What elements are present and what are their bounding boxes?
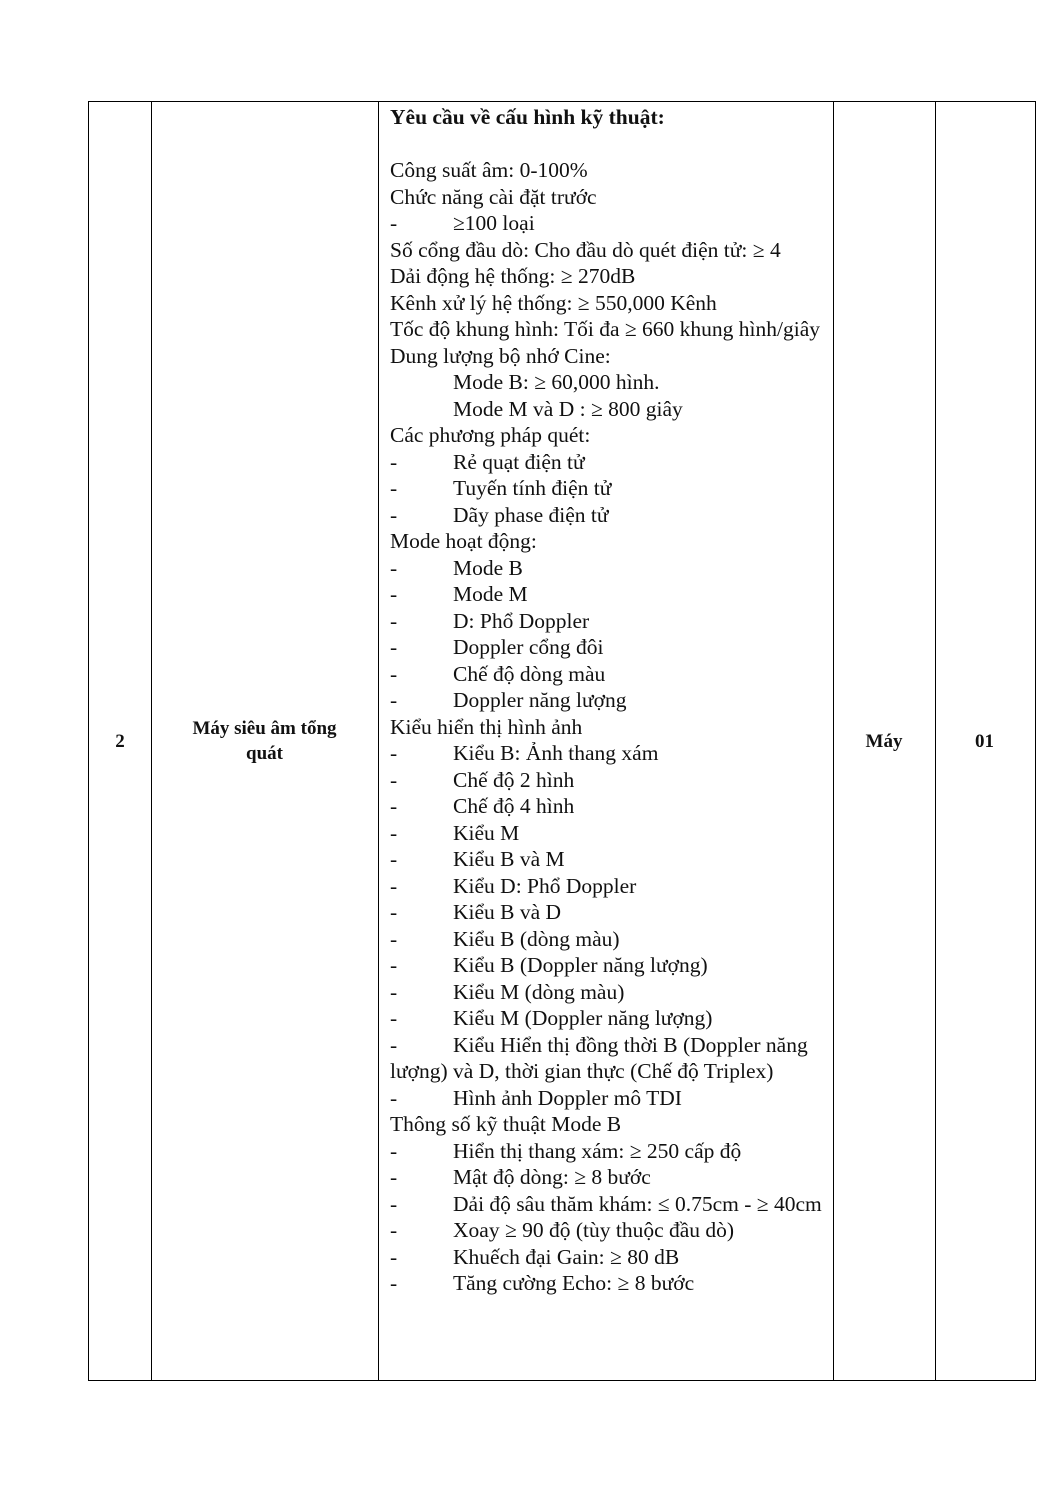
spec-line: Thông số kỹ thuật Mode B [390,1112,622,1136]
spec-subline: Mode B: ≥ 60,000 hình. [453,370,660,394]
column-divider [378,102,379,1380]
spec-line: Dải động hệ thống: ≥ 270dB [390,264,636,288]
spec-bullet: - Tăng cường Echo: ≥ 8 bước [390,1271,695,1295]
spec-bullet: - Kiểu M [390,820,520,845]
row-number: 2 [115,730,125,752]
spec-bullet: - Doppler năng lượng [390,688,627,712]
spec-bullet: - Kiểu B: Ảnh thang xám [390,741,659,765]
spec-line: Kiểu hiển thị hình ảnh [390,714,583,739]
spec-bullet: - Doppler cổng đôi [390,635,604,659]
spec-bullet: - Hình ảnh Doppler mô TDI [390,1085,682,1110]
spec-bullet: - Kiểu M (Doppler năng lượng) [390,1006,713,1030]
spec-bullet: - Kiểu B (Doppler năng lượng) [390,953,708,977]
spec-bullet: - Kiểu B và D [390,900,562,924]
spec-line: Kênh xử lý hệ thống: ≥ 550,000 Kênh [390,290,717,315]
spec-bullet: - Kiểu B và M [390,847,565,871]
spec-heading: Yêu cầu về cấu hình kỹ thuật: [390,105,665,129]
spec-subline: Mode M và D : ≥ 800 giây [453,396,683,421]
spec-bullet: - Hiển thị thang xám: ≥ 250 cấp độ [390,1138,742,1163]
spec-line: Chức năng cài đặt trước [390,184,597,209]
spec-bullet: - Kiểu D: Phổ Doppler [390,873,637,898]
spec-bullet: - Chế độ dòng màu [390,661,606,686]
spec-bullet: - ≥100 loại [390,211,535,235]
spec-bullet: - Kiểu B (dòng màu) [390,926,620,951]
equipment-table [88,101,1036,1381]
unit-cell [833,102,935,1380]
spec-bullet: - Chế độ 4 hình [390,794,575,818]
spec-bullet: - D: Phổ Doppler [390,608,590,633]
spec-bullet: - Dãy phase điện tử [390,502,609,527]
spec-bullet-wrapped: - Dải độ sâu thăm khám: ≤ 0.75cm - ≥ 40cm [390,1191,822,1216]
unit-value: Máy [865,730,903,752]
equipment-name: Máy siêu âm tổng quát [192,718,337,764]
equipment-name-cell [151,102,378,1380]
spec-bullet: - Mật độ dòng: ≥ 8 bước [390,1165,651,1189]
spec-line: Công suất âm: 0-100% [390,158,588,182]
spec-bullet: - Rẻ quạt điện tử [390,449,585,474]
spec-bullet: - Mode M [390,582,528,606]
spec-bullet: - Khuếch đại Gain: ≥ 80 dB [390,1244,680,1269]
spec-bullet: - Xoay ≥ 90 độ (tùy thuộc đầu dò) [390,1218,735,1242]
spec-line: Số cổng đầu dò: Cho đầu dò quét điện tử: ≥ 4 [390,237,781,262]
spec-bullet: - Kiểu M (dòng màu) [390,979,625,1004]
quantity-cell [935,102,1034,1380]
spec-cell [389,102,833,1297]
spec-bullet: - Chế độ 2 hình [390,767,575,792]
spec-bullet: - Tuyến tính điện tử [390,476,612,500]
spec-bullet: - Mode B [390,555,523,580]
spec-line: Dung lượng bộ nhớ Cine: [390,343,611,368]
dash: - [390,211,398,235]
spec-bullet-wrapped: - Kiểu Hiển thị đồng thời B (Doppler năng lượng) và D, thời gian thực (Chế độ Triplex) [390,1032,808,1083]
spec-line: Mode hoạt động: [390,529,537,553]
row-number-cell [89,102,151,1380]
spec-line: Các phương pháp quét: [390,423,591,447]
spec-line: Tốc độ khung hình: Tối đa ≥ 660 khung hình/giây [390,317,821,341]
quantity-value: 01 [975,730,994,752]
